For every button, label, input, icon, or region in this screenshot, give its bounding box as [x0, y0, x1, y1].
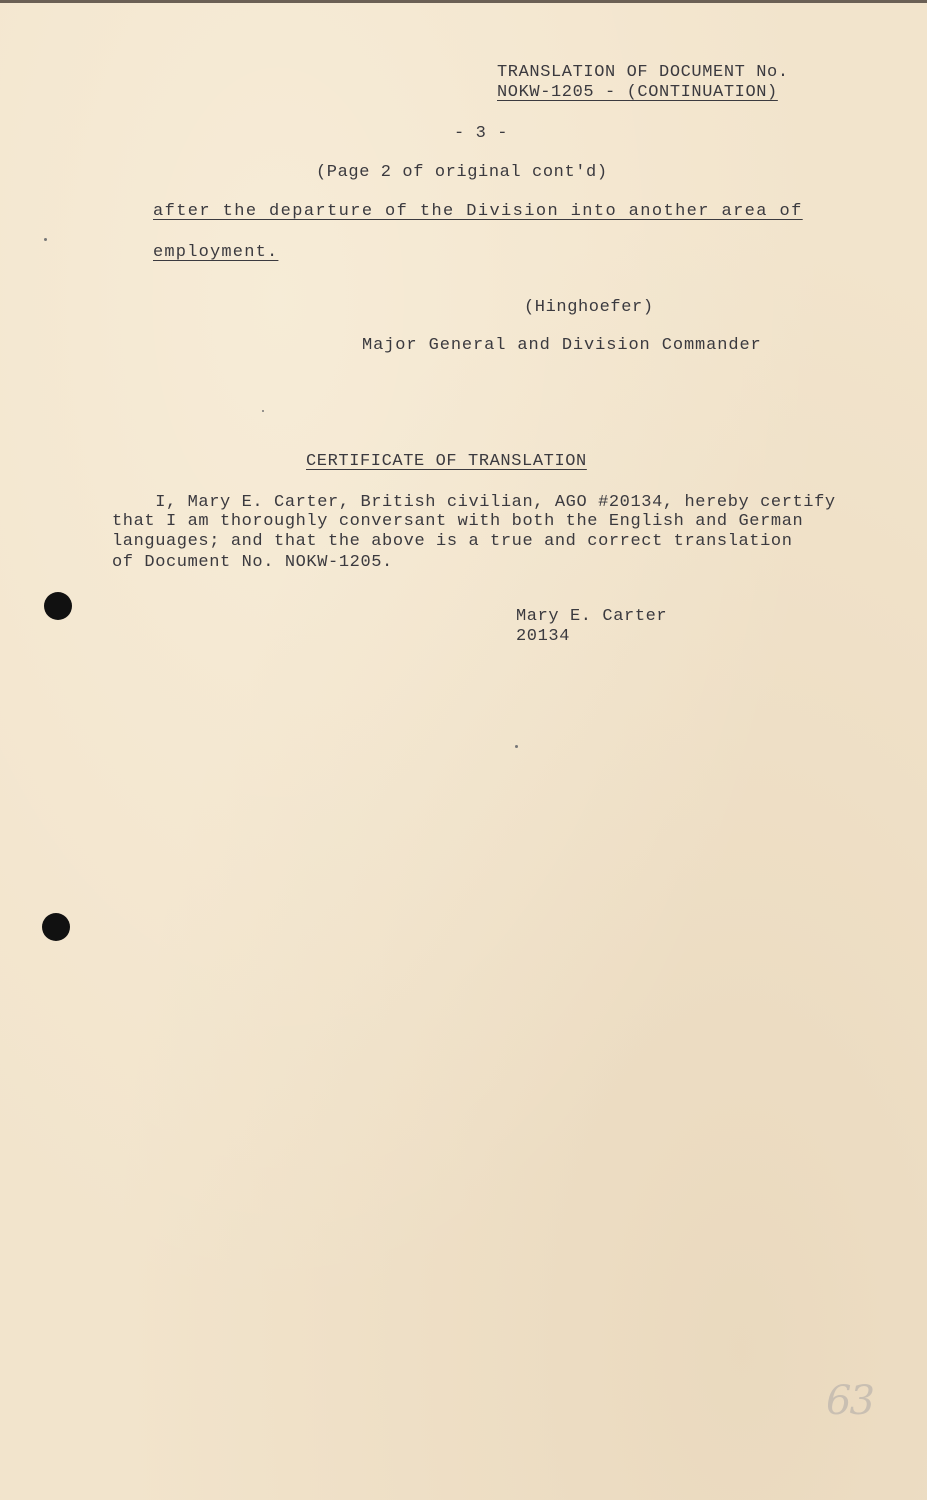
certificate-line-4: of Document No. NOKW-1205. [112, 553, 393, 572]
paper-speck [262, 410, 264, 412]
certificate-line-3: languages; and that the above is a true and correct translation [112, 532, 793, 551]
certificate-line-1: I, Mary E. Carter, British civilian, AGO #20134, hereby certify [112, 493, 836, 512]
punch-hole-lower [42, 913, 70, 941]
header-title-line1: TRANSLATION OF DOCUMENT No. [497, 63, 789, 82]
certificate-heading: CERTIFICATE OF TRANSLATION [306, 452, 587, 471]
header-title-line2: NOKW-1205 - (CONTINUATION) [497, 83, 778, 102]
page-note: (Page 2 of original cont'd) [316, 163, 608, 182]
body-line-1: after the departure of the Division into another area of [153, 202, 803, 221]
handwritten-page-mark: 63 [826, 1378, 873, 1424]
page-top-edge [0, 0, 927, 3]
signatory-name: (Hinghoefer) [524, 298, 654, 317]
translator-number: 20134 [516, 627, 571, 646]
page-number: - 3 - [454, 124, 509, 143]
paper-speck [515, 745, 518, 748]
punch-hole-upper [44, 592, 72, 620]
paper-speck [44, 238, 47, 241]
body-line-2: employment. [153, 243, 279, 262]
signatory-title: Major General and Division Commander [362, 336, 762, 355]
translator-name: Mary E. Carter [516, 607, 668, 626]
certificate-line-2: that I am thoroughly conversant with both the English and German [112, 512, 804, 531]
